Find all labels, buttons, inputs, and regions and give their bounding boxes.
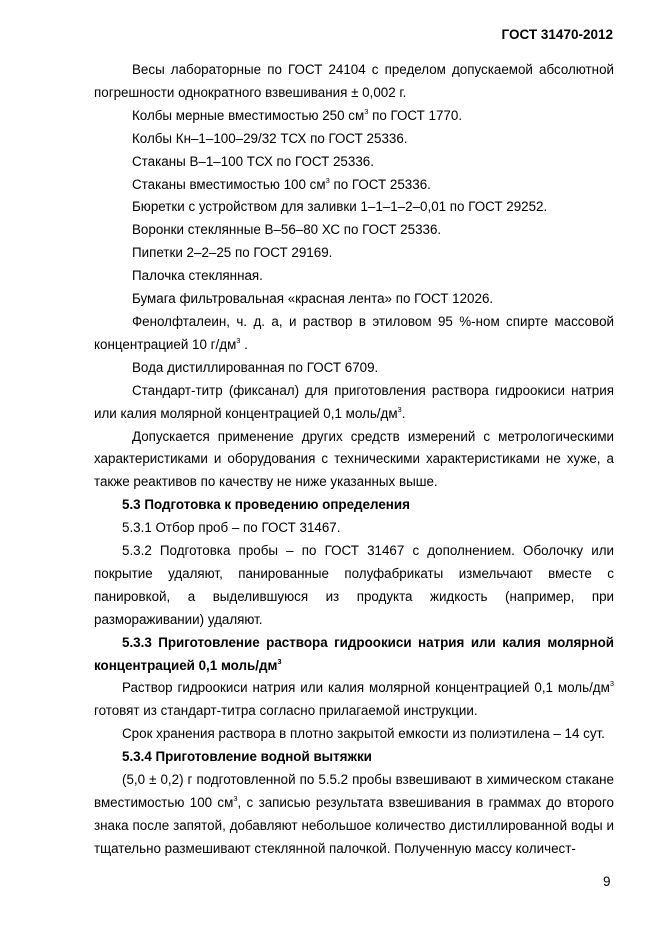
- paragraph-standard-titer: Стандарт-титр (фиксанал) для приготовления раствора гидроокиси натрия или калия молярной концентрацией 0,1 моль/$дм^3$.: [94, 382, 614, 421]
- paragraph-volumetric-flasks: Колбы мерные вместимостью 250 $см^3$ по ГОСТ 1770.: [132, 106, 463, 123]
- paragraph-kn-flasks: Колбы Кн–1–100–29/32 ТСХ по ГОСТ 25336.: [132, 130, 408, 146]
- paragraph-funnels: Воронки стеклянные В–56–80 ХС по ГОСТ 25336.: [132, 222, 442, 238]
- paragraph-5-3-2: 5.3.2 Подготовка пробы – по ГОСТ 31467 с дополнением. Оболочку или покрытие удаляют, панированные полуфабрикаты измельчают вместе с панировкой, а выделившуюся из продукта жидкость (например, при размораживании) удаляют.: [94, 543, 614, 627]
- page-number: 9: [603, 874, 611, 889]
- paragraph-storage-period: Срок хранения раствора в плотно закрытой емкости из полиэтилена – 14 сут.: [122, 726, 605, 742]
- paragraph-naoh-solution: Раствор гидроокиси натрия или калия молярной концентрацией 0,1 моль/$дм^3$ готовят из стандарт-титра согласно прилагаемой инструкции.: [94, 679, 614, 719]
- paragraph-beakers-100: Стаканы вместимостью 100 $см^3$ по ГОСТ 25336.: [132, 175, 431, 192]
- paragraph-beakers-v: Стаканы В–1–100 ТСХ по ГОСТ 25336.: [132, 153, 374, 169]
- paragraph-phenolphthalein: Фенолфталеин, ч. д. а, и раствор в этиловом 95 %-ном спирте массовой концентрацией 10 $г/дм^3$ .: [94, 313, 614, 352]
- paragraph-distilled-water: Вода дистиллированная по ГОСТ 6709.: [132, 359, 379, 375]
- document-body: [94, 59, 614, 861]
- paragraph-pipettes: Пипетки 2–2–25 по ГОСТ 29169.: [132, 245, 333, 261]
- paragraph-filter-paper: Бумага фильтровальная «красная лента» по ГОСТ 12026.: [132, 291, 494, 307]
- section-heading-5-3: 5.3 Подготовка к проведению определения: [122, 497, 410, 513]
- paragraph-alternatives-allowed: Допускается применение других средств измерений с метрологическими характеристиками и оборудования с техническими характеристиками не хуже, а также реактивов по качеству не ниже указанных выше.: [94, 428, 614, 490]
- document-id-header: ГОСТ 31470-2012: [501, 27, 613, 42]
- paragraph-water-extract: (5,0 ± 0,2) г подготовленной по 5.5.2 пробы взвешивают в химическом стакане вместимостью 100 $см^3$, с записью результата взвешивания в граммах до второго знака после запятой, добавляют небольшое количество дистиллированной воды и тщательно размешивают стеклянной палочкой. Полученную массу количест-: [94, 772, 614, 856]
- paragraph-scales: Весы лабораторные по ГОСТ 24104 с пределом допускаемой абсолютной погрешности однократного взвешивания ± 0,002 г.: [94, 62, 614, 100]
- section-heading-5-3-4: 5.3.4 Приготовление водной вытяжки: [122, 749, 372, 765]
- section-heading-5-3-3: 5.3.3 Приготовление раствора гидроокиси натрия или калия молярной концентрацией 0,1 моль/$дм^3$: [94, 634, 614, 673]
- paragraph-glass-rod: Палочка стеклянная.: [132, 268, 263, 284]
- paragraph-5-3-1: 5.3.1 Отбор проб – по ГОСТ 31467.: [122, 520, 341, 536]
- paragraph-burettes: Бюретки с устройством для заливки 1–1–1–2–0,01 по ГОСТ 29252.: [132, 199, 548, 215]
